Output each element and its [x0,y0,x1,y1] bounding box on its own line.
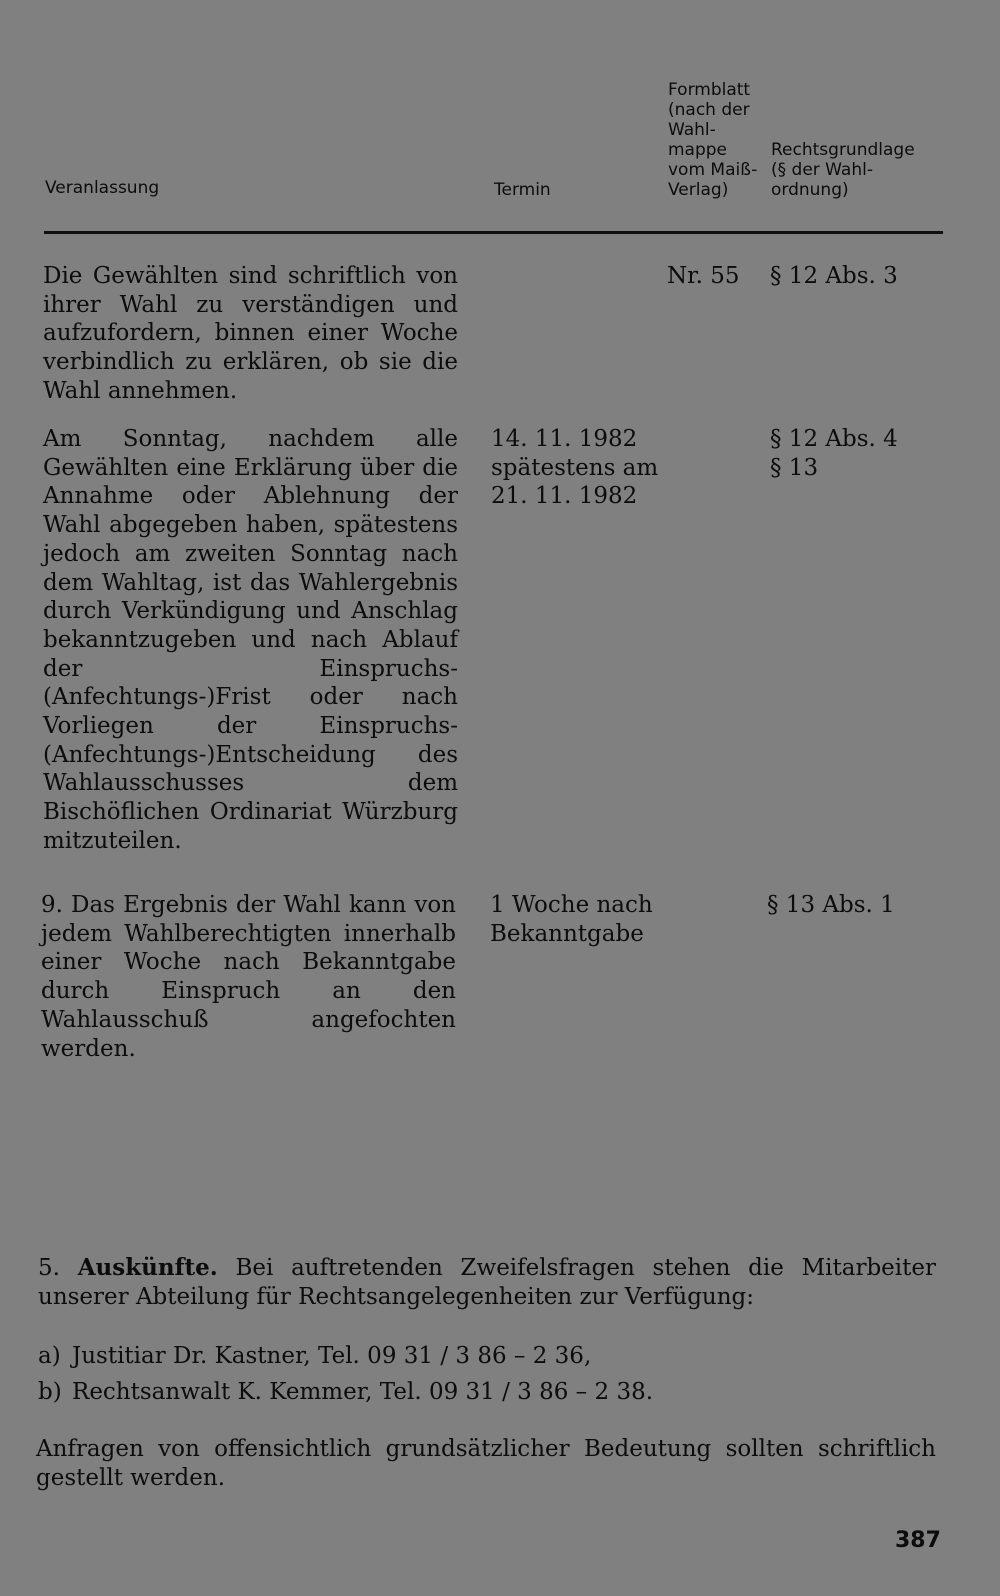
header-veranlassung: Veranlassung [45,178,160,198]
contact-a-text: Justitiar Dr. Kastner, Tel. 09 31 / 3 86 – 2 36, [72,1343,592,1369]
header-termin: Termin [494,180,551,200]
row-2-veranlassung: Am Sonntag, nachdem alle Gewählten eine Erklärung über die Annahme oder Ablehnung der Wahl abgegeben haben, spätestens jedoch am zweiten Sonntag nach dem Wahltag, ist das Wahlergebnis durch Verkündigung und Anschlag bekanntzugeben und nach Ablauf der Einspruchs- (Anfechtungs-)Frist oder nach Vorliegen der Einspruchs- (Anfechtungs-)Entscheidung des Wahlausschusses dem Bischöflichen Ordinariat Würzburg mitzuteilen. [43,426,458,854]
row-1-formblatt: Nr. 55 [667,263,740,289]
row-3-termin: 1 Woche nach Bekanntgabe [490,892,653,947]
closing-paragraph: Anfragen von offensichtlich grundsätzlicher Bedeutung sollten schriftlich gestellt werden. [36,1436,936,1491]
page-number: 387 [895,1528,941,1553]
header-rechtsgrundlage: Rechtsgrundlage (§ der Wahl- ordnung) [771,140,915,200]
row-2-rechtsgrundlage: § 12 Abs. 4 § 13 [770,426,898,481]
auskuenfte-text: Bei auftretenden Zweifelsfragen stehen die Mitarbeiter unserer Abteilung für Rechtsangelegenheiten zur Verfügung: [38,1255,936,1310]
row-3-rechtsgrundlage: § 13 Abs. 1 [767,892,895,918]
contact-a-marker: a) [38,1343,61,1369]
auskuenfte-paragraph [38,1254,936,1311]
row-1-veranlassung: Die Gewählten sind schriftlich von ihrer Wahl zu verständigen und aufzufordern, binnen einer Woche verbindlich zu erklären, ob sie die Wahl annehmen. [43,263,458,404]
row-3-veranlassung: 9. Das Ergebnis der Wahl kann von jedem Wahlberechtigten innerhalb einer Woche nach Bekanntgabe durch Einspruch an den Wahlausschuß angefochten werden. [41,892,456,1062]
row-2-termin: 14. 11. 1982 spätestens am 21. 11. 1982 [491,426,659,510]
contact-b-marker: b) [38,1379,62,1405]
header-formblatt: Formblatt (nach der Wahl- mappe vom Maiß- Verlag) [668,80,758,200]
header-rule [44,231,943,234]
auskuenfte-heading: Auskünfte. [77,1254,218,1281]
contact-b-text: Rechtsanwalt K. Kemmer, Tel. 09 31 / 3 86 – 2 38. [72,1379,654,1405]
row-1-rechtsgrundlage: § 12 Abs. 3 [770,263,898,289]
auskuenfte-number: 5. [38,1255,60,1281]
